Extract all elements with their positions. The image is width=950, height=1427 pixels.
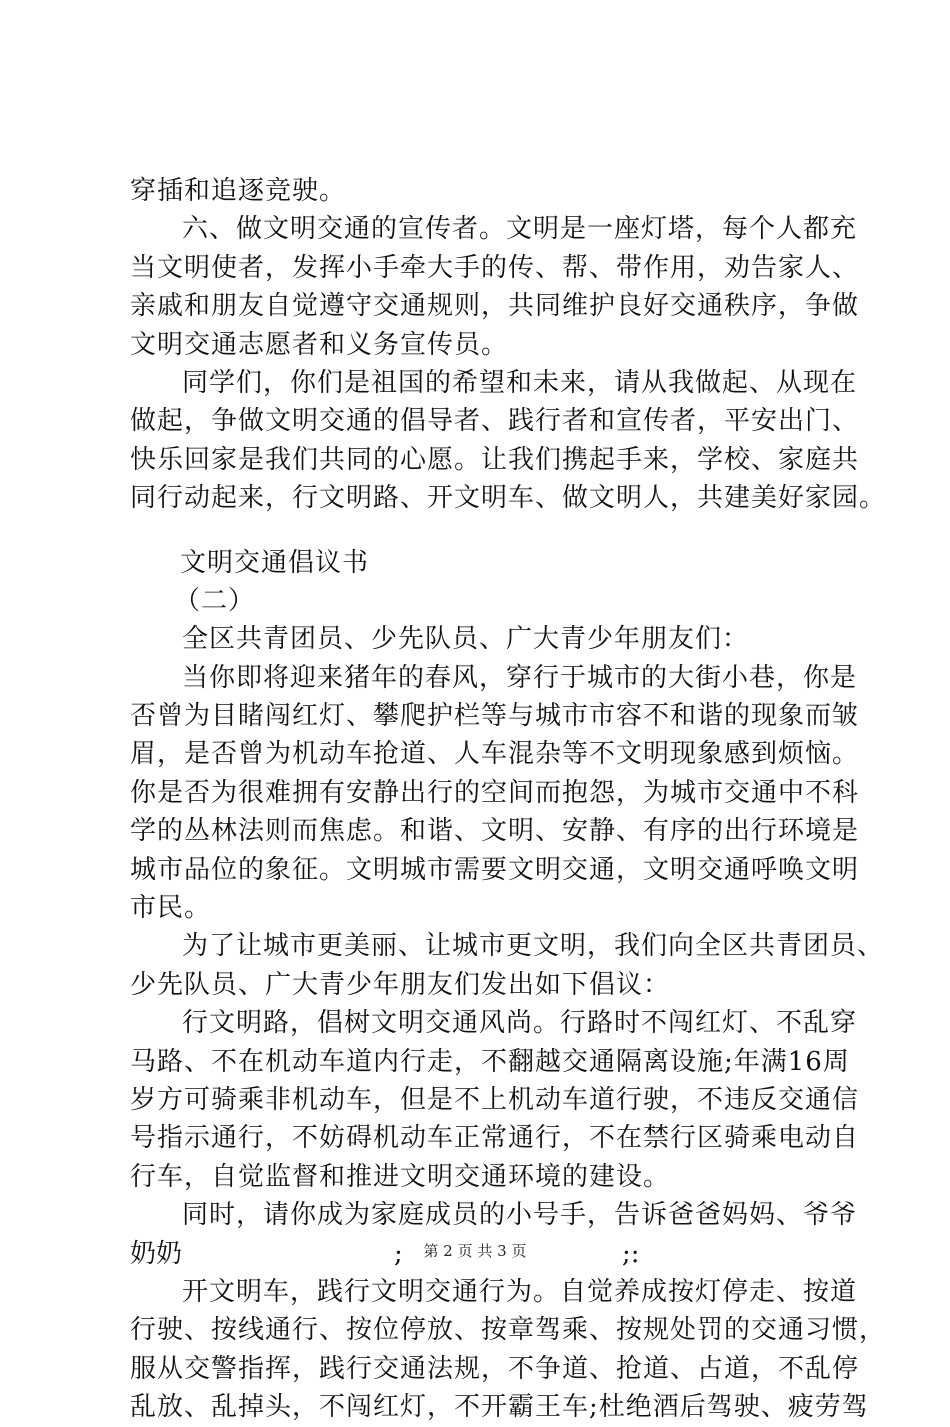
text-line: 快乐回家是我们共同的心愿。让我们携起手来，学校、家庭共 [130,444,860,475]
text-line: 为了让城市更美丽、让城市更文明，我们向全区共青团员、 [182,931,885,962]
text-line: 六、做文明交通的宣传者。文明是一座灯塔，每个人都充 [182,214,858,245]
text-line: 同时，请你成为家庭成员的小号手，告诉爸爸妈妈、爷爷 [182,1200,858,1231]
text-line: 学的丛林法则而焦虑。和谐、文明、安静、有序的出行环境是 [130,816,860,847]
text-line: 乱放、乱掉头，不闯红灯，不开霸王车;杜绝酒后驾驶、疲劳驾 [130,1392,869,1423]
text-line: 当你即将迎来猪年的春风，穿行于城市的大街小巷，你是 [182,662,858,693]
text-fragment: ;: [622,1238,640,1269]
page-footer: 第 2 页 共 3 页 [423,1242,527,1260]
text-line: 同行动起来，行文明路、开文明车、做文明人，共建美好家园。 [130,483,887,514]
text-line: 穿插和追逐竞驶。 [130,176,347,206]
text-line: 眉，是否曾为机动车抢道、人车混杂等不文明现象感到烦恼。 [130,739,860,770]
text-fragment: 奶奶 [130,1238,183,1269]
text-line: 同学们，你们是祖国的希望和未来，请从我做起、从现在 [182,367,858,398]
section-subtitle: （二） [174,585,256,616]
text-line: 当文明使者，发挥小手牵大手的传、帮、带作用，劝告家人、 [130,252,860,283]
text-line: 做起，争做文明交通的倡导者、践行者和宣传者，平安出门、 [130,406,860,437]
text-line: 马路、不在机动车道内行走，不翻越交通隔离设施;年满16周 [130,1046,850,1077]
salutation: 全区共青团员、少先队员、广大青少年朋友们： [182,624,750,655]
text-line: 市民。 [130,893,212,924]
text-line: 你是否为很难拥有安静出行的空间而抱怨，为城市交通中不科 [130,777,860,808]
document-body [130,172,887,1427]
text-line: 否曾为目睹闯红灯、攀爬护栏等与城市市容不和谐的现象而皱 [130,701,860,732]
text-line: 服从交警指挥，践行交通法规，不争道、抢道、占道，不乱停 [130,1353,860,1384]
text-line: 文明交通志愿者和义务宣传员。 [130,329,509,360]
text-line: 行文明路，倡树文明交通风尚。行路时不闯红灯、不乱穿 [182,1008,858,1039]
text-line: 行车，自觉监督和推进文明交通环境的建设。 [130,1161,671,1192]
text-line: 城市品位的象征。文明城市需要文明交通，文明交通呼唤文明 [130,854,860,885]
section-title: 文明交通倡议书 [180,547,370,578]
text-line: 号指示通行，不妨碍机动车正常通行，不在禁行区骑乘电动自 [130,1123,860,1154]
text-line: 开文明车，践行文明交通行为。自觉养成按灯停走、按道 [182,1276,858,1307]
text-line: 行驶、按线通行、按位停放、按章驾乘、按规处罚的交通习惯， [130,1315,887,1346]
paragraph-gap [130,518,850,544]
text-line: 岁方可骑乘非机动车，但是不上机动车道行驶，不违反交通信 [130,1084,860,1115]
text-line: 亲戚和朋友自觉遵守交通规则，共同维护良好交通秩序，争做 [130,291,860,322]
text-line: 少先队员、广大青少年朋友们发出如下倡议： [130,969,671,1000]
text-fragment: ; [394,1238,403,1269]
